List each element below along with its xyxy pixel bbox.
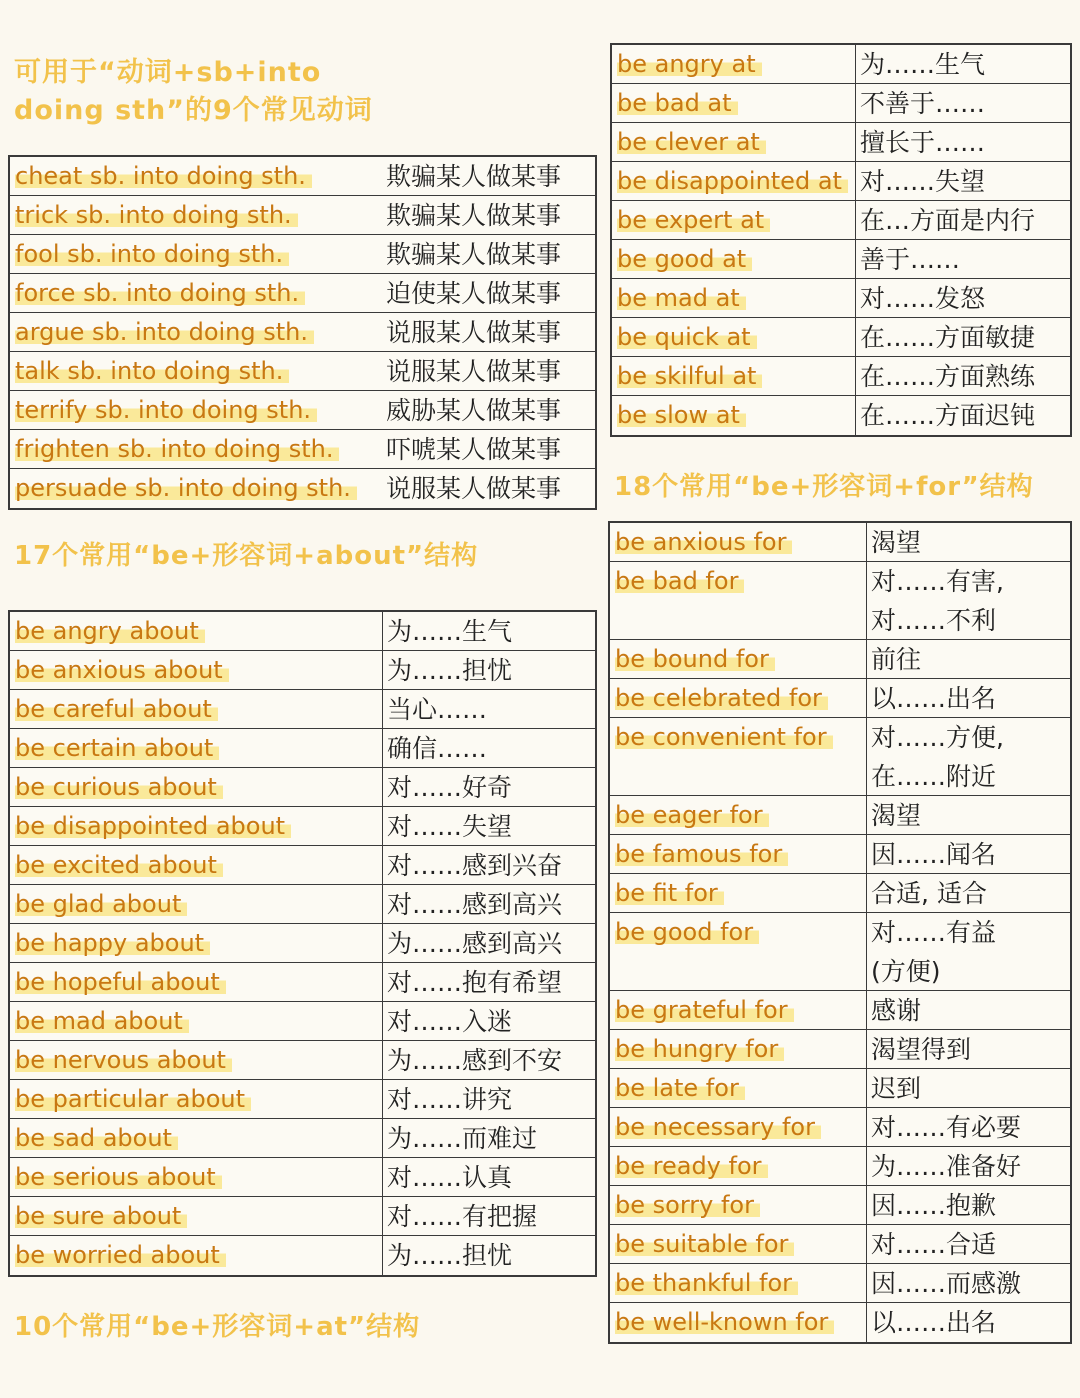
highlighted-phrase-text: be famous for [615,840,788,868]
chinese-meaning-line: 对……有害, [871,567,1004,596]
english-phrase [610,796,866,834]
highlighted-phrase-text: argue sb. into doing sth. [15,318,314,346]
chinese-meaning-line: 感谢 [871,996,922,1025]
chinese-meaning [866,1030,1070,1068]
table-row-be-bad-for [610,562,1070,640]
english-phrase [610,523,866,561]
english-phrase [610,913,866,990]
chinese-meaning [382,963,595,1001]
highlighted-phrase-text: be fit for [615,879,724,907]
heading-for-adjectives: 18个常用“be+形容词+for”结构 [614,472,1034,502]
table-row-trick-sb-into-doing-sth [10,196,595,235]
chinese-meaning-line: 在……方面迟钝 [860,401,1036,430]
table-row-be-serious-about [10,1158,595,1197]
english-phrase [612,240,855,278]
table-row-be-eager-for [610,796,1070,835]
chinese-meaning [866,1147,1070,1185]
highlighted-phrase-text: be certain about [15,734,219,762]
english-phrase [612,84,855,122]
english-phrase [10,196,382,234]
table-row-persuade-sb-into-doing-sth [10,469,595,508]
english-phrase [612,357,855,395]
table-row-be-good-for [610,913,1070,991]
highlighted-phrase-text: talk sb. into doing sth. [15,357,289,385]
english-phrase [10,651,382,689]
table-row-be-clever-at [612,123,1070,162]
highlighted-phrase-text: be sad about [15,1124,178,1152]
english-phrase [10,391,382,429]
chinese-meaning-line: 对……失望 [387,812,513,841]
table-row-argue-sb-into-doing-sth [10,313,595,352]
chinese-meaning [382,196,595,234]
highlighted-phrase-text: be disappointed at [617,167,848,195]
english-phrase [610,562,866,639]
chinese-meaning [866,835,1070,873]
chinese-meaning-line: 为……准备好 [871,1152,1022,1181]
chinese-meaning-line: 善于…… [860,245,961,274]
highlighted-phrase-text: be necessary for [615,1113,821,1141]
chinese-meaning [382,885,595,923]
english-phrase [610,874,866,912]
chinese-meaning-line: 对……感到高兴 [387,890,563,919]
table-row-be-anxious-about [10,651,595,690]
english-phrase [10,612,382,650]
highlighted-phrase-text: be quick at [617,323,757,351]
chinese-meaning-line: 前往 [871,645,922,674]
table-row-be-glad-about [10,885,595,924]
english-phrase [10,157,382,195]
highlighted-phrase-text: be happy about [15,929,210,957]
chinese-meaning [382,391,595,429]
heading-at-adjectives: 10个常用“be+形容词+at”结构 [14,1312,421,1342]
table-row-be-mad-about [10,1002,595,1041]
highlighted-phrase-text: be grateful for [615,996,794,1024]
chinese-meaning [382,690,595,728]
chinese-meaning [382,469,595,508]
table-row-be-grateful-for [610,991,1070,1030]
chinese-meaning [382,1119,595,1157]
chinese-meaning [855,201,1070,239]
chinese-meaning-line: 迫使某人做某事 [386,279,562,308]
highlighted-phrase-text: be mad about [15,1007,189,1035]
highlighted-phrase-text: be hungry for [615,1035,784,1063]
highlighted-phrase-text: be particular about [15,1085,251,1113]
chinese-meaning-line-2: 在……附近 [871,762,997,791]
chinese-meaning [382,1197,595,1235]
english-phrase [612,123,855,161]
table-row-fool-sb-into-doing-sth [10,235,595,274]
table-row-be-convenient-for [610,718,1070,796]
chinese-meaning-line: 对……发怒 [860,284,986,313]
english-phrase [10,352,382,390]
english-phrase [610,1225,866,1263]
chinese-meaning [382,846,595,884]
chinese-meaning [866,1303,1070,1342]
english-phrase [10,1002,382,1040]
table-row-be-happy-about [10,924,595,963]
highlighted-phrase-text: be angry at [617,50,762,78]
english-phrase [10,885,382,923]
chinese-meaning-line: 说服某人做某事 [386,474,562,503]
chinese-meaning-line: 欺骗某人做某事 [386,240,562,269]
chinese-meaning-line: 欺骗某人做某事 [386,162,562,191]
highlighted-phrase-text: cheat sb. into doing sth. [15,162,312,190]
chinese-meaning [382,807,595,845]
highlighted-phrase-text: be good for [615,918,759,946]
chinese-meaning [382,651,595,689]
english-phrase [10,469,382,508]
highlighted-phrase-text: be thankful for [615,1269,798,1297]
chinese-meaning [855,240,1070,278]
chinese-meaning-line: 当心…… [387,695,488,724]
english-phrase [10,768,382,806]
english-phrase [10,235,382,273]
table-row-talk-sb-into-doing-sth [10,352,595,391]
chinese-meaning-line: 对……感到兴奋 [387,851,563,880]
chinese-meaning [382,612,595,650]
chinese-meaning [866,874,1070,912]
heading-into-verbs: 可用于“动词+sb+into doing sth”的9个常见动词 [14,57,373,126]
chinese-meaning-line: 为……生气 [387,617,513,646]
highlighted-phrase-text: be anxious for [615,528,792,556]
table-row-be-suitable-for [610,1225,1070,1264]
table-row-be-certain-about [10,729,595,768]
chinese-meaning [382,1158,595,1196]
chinese-meaning [866,679,1070,717]
chinese-meaning-line: 对……认真 [387,1163,513,1192]
chinese-meaning [382,352,595,390]
chinese-meaning [866,1069,1070,1107]
chinese-meaning-line: 为……而难过 [387,1124,538,1153]
chinese-meaning-line: 威胁某人做某事 [386,396,562,425]
chinese-meaning-line: 说服某人做某事 [386,318,562,347]
chinese-meaning-line: 为……感到不安 [387,1046,563,1075]
chinese-meaning [382,768,595,806]
highlighted-phrase-text: be excited about [15,851,223,879]
english-phrase [610,679,866,717]
highlighted-phrase-text: be hopeful about [15,968,226,996]
table-row-be-curious-about [10,768,595,807]
chinese-meaning-line: 在……方面熟练 [860,362,1036,391]
chinese-meaning-line: 为……担忧 [387,656,513,685]
table-row-be-good-at [612,240,1070,279]
chinese-meaning [382,1080,595,1118]
english-phrase [612,279,855,317]
english-phrase [612,45,855,83]
chinese-meaning [382,313,595,351]
english-phrase [10,963,382,1001]
chinese-meaning-line: 欺骗某人做某事 [386,201,562,230]
chinese-meaning [866,1108,1070,1146]
chinese-meaning [855,357,1070,395]
chinese-meaning [866,991,1070,1029]
chinese-meaning-line: 因……而感激 [871,1269,1022,1298]
chinese-meaning-line: 以……出名 [871,1308,997,1337]
chinese-meaning [855,123,1070,161]
chinese-meaning [855,162,1070,200]
table-row-be-sad-about [10,1119,595,1158]
chinese-meaning-line: 因……抱歉 [871,1191,997,1220]
chinese-meaning [382,157,595,195]
chinese-meaning-line: 为……感到高兴 [387,929,563,958]
table-row-be-hopeful-about [10,963,595,1002]
table-row-be-excited-about [10,846,595,885]
table-row-terrify-sb-into-doing-sth [10,391,595,430]
for-adjectives-table [608,521,1072,1344]
highlighted-phrase-text: be good at [617,245,752,273]
at-adjectives-table [610,43,1072,437]
table-row-be-celebrated-for [610,679,1070,718]
chinese-meaning-line: 为……担忧 [387,1241,513,1270]
highlighted-phrase-text: be sorry for [615,1191,760,1219]
table-row-be-late-for [610,1069,1070,1108]
highlighted-phrase-text: fool sb. into doing sth. [15,240,289,268]
highlighted-phrase-text: be bound for [615,645,775,673]
chinese-meaning-line: 渴望得到 [871,1035,972,1064]
chinese-meaning [866,562,1070,639]
english-phrase [10,1236,382,1275]
table-row-be-disappointed-at [612,162,1070,201]
chinese-meaning [866,796,1070,834]
chinese-meaning-line: 对……有必要 [871,1113,1022,1142]
table-row-be-bad-at [612,84,1070,123]
highlighted-phrase-text: be skilful at [617,362,762,390]
table-row-be-fit-for [610,874,1070,913]
table-row-be-sure-about [10,1197,595,1236]
chinese-meaning [866,640,1070,678]
table-row-be-bound-for [610,640,1070,679]
chinese-meaning [382,274,595,312]
english-phrase [610,1147,866,1185]
chinese-meaning-line: 擅长于…… [860,128,986,157]
chinese-meaning-line: 在……方面敏捷 [860,323,1036,352]
chinese-meaning-line-2: 对……不利 [871,606,997,635]
highlighted-phrase-text: be ready for [615,1152,768,1180]
table-row-be-disappointed-about [10,807,595,846]
highlighted-phrase-text: be slow at [617,401,746,429]
chinese-meaning-line: 对……好奇 [387,773,513,802]
highlighted-phrase-text: be bad at [617,89,738,117]
table-row-be-worried-about [10,1236,595,1275]
chinese-meaning-line: 因……闻名 [871,840,997,869]
english-phrase [610,1030,866,1068]
chinese-meaning-line: 对……抱有希望 [387,968,563,997]
english-phrase [610,718,866,795]
highlighted-phrase-text: be expert at [617,206,770,234]
highlighted-phrase-text: be clever at [617,128,766,156]
highlighted-phrase-text: be angry about [15,617,205,645]
chinese-meaning-line: 不善于…… [860,89,986,118]
english-phrase [610,1303,866,1342]
highlighted-phrase-text: be serious about [15,1163,222,1191]
english-phrase [612,162,855,200]
chinese-meaning [855,318,1070,356]
table-row-be-angry-at [612,45,1070,84]
english-phrase [10,274,382,312]
english-phrase [10,1119,382,1157]
table-row-be-thankful-for [610,1264,1070,1303]
english-phrase [10,1197,382,1235]
english-phrase [10,1080,382,1118]
english-phrase [10,924,382,962]
into-verbs-table [8,155,597,510]
highlighted-phrase-text: be anxious about [15,656,229,684]
table-row-be-expert-at [612,201,1070,240]
highlighted-phrase-text: be sure about [15,1202,187,1230]
chinese-meaning [866,1264,1070,1302]
highlighted-phrase-text: be disappointed about [15,812,291,840]
chinese-meaning-line: 对……合适 [871,1230,997,1259]
english-phrase [10,807,382,845]
english-phrase [612,318,855,356]
table-row-be-skilful-at [612,357,1070,396]
chinese-meaning-line: 在…方面是内行 [860,206,1036,235]
highlighted-phrase-text: be well-known for [615,1308,834,1336]
chinese-meaning [855,84,1070,122]
highlighted-phrase-text: be nervous about [15,1046,232,1074]
chinese-meaning [866,523,1070,561]
chinese-meaning-line: 对……方便, [871,723,1004,752]
chinese-meaning [855,396,1070,435]
heading-about-adjectives: 17个常用“be+形容词+about”结构 [14,541,479,571]
table-row-be-mad-at [612,279,1070,318]
chinese-meaning [382,1041,595,1079]
chinese-meaning [382,1002,595,1040]
highlighted-phrase-text: be glad about [15,890,187,918]
chinese-meaning-line: 对……有益 [871,918,997,947]
chinese-meaning-line: 以……出名 [871,684,997,713]
table-row-be-particular-about [10,1080,595,1119]
english-phrase [610,1186,866,1224]
chinese-meaning-line: 对……入迷 [387,1007,513,1036]
about-adjectives-table [8,610,597,1277]
highlighted-phrase-text: terrify sb. into doing sth. [15,396,317,424]
highlighted-phrase-text: be late for [615,1074,745,1102]
table-row-be-angry-about [10,612,595,651]
english-phrase [10,846,382,884]
highlighted-phrase-text: be convenient for [615,723,833,751]
highlighted-phrase-text: be mad at [617,284,746,312]
table-row-be-sorry-for [610,1186,1070,1225]
english-phrase [610,835,866,873]
table-row-be-nervous-about [10,1041,595,1080]
english-phrase [612,396,855,435]
highlighted-phrase-text: persuade sb. into doing sth. [15,474,357,502]
chinese-meaning-line: 对……失望 [860,167,986,196]
table-row-be-slow-at [612,396,1070,435]
chinese-meaning [382,1236,595,1275]
chinese-meaning [855,45,1070,83]
table-row-cheat-sb-into-doing-sth [10,157,595,196]
chinese-meaning-line: 吓唬某人做某事 [386,435,562,464]
highlighted-phrase-text: be careful about [15,695,218,723]
table-row-be-anxious-for [610,523,1070,562]
chinese-meaning-line: 说服某人做某事 [386,357,562,386]
english-phrase [10,1158,382,1196]
table-row-be-hungry-for [610,1030,1070,1069]
english-phrase [612,201,855,239]
table-row-be-famous-for [610,835,1070,874]
chinese-meaning [866,1186,1070,1224]
chinese-meaning [382,729,595,767]
chinese-meaning-line: 对……有把握 [387,1202,538,1231]
english-phrase [610,1069,866,1107]
chinese-meaning-line: 对……讲究 [387,1085,513,1114]
chinese-meaning-line: 迟到 [871,1074,922,1103]
chinese-meaning-line: 确信…… [387,734,488,763]
table-row-force-sb-into-doing-sth [10,274,595,313]
highlighted-phrase-text: frighten sb. into doing sth. [15,435,339,463]
table-row-be-careful-about [10,690,595,729]
chinese-meaning [866,1225,1070,1263]
chinese-meaning [382,430,595,468]
table-row-be-well-known-for [610,1303,1070,1342]
chinese-meaning-line: 为……生气 [860,50,986,79]
english-phrase [610,1108,866,1146]
chinese-meaning [382,235,595,273]
chinese-meaning [855,279,1070,317]
highlighted-phrase-text: be bad for [615,567,744,595]
highlighted-phrase-text: be suitable for [615,1230,794,1258]
english-phrase [10,313,382,351]
english-phrase [10,729,382,767]
chinese-meaning-line: 渴望 [871,528,922,557]
chinese-meaning-line: 合适, 适合 [871,879,987,908]
highlighted-phrase-text: trick sb. into doing sth. [15,201,298,229]
highlighted-phrase-text: be curious about [15,773,223,801]
table-row-be-necessary-for [610,1108,1070,1147]
highlighted-phrase-text: be celebrated for [615,684,828,712]
english-phrase [610,1264,866,1302]
chinese-meaning [866,718,1070,795]
table-row-be-quick-at [612,318,1070,357]
english-phrase [10,430,382,468]
chinese-meaning-line-2: (方便) [871,957,941,986]
chinese-meaning [866,913,1070,990]
chinese-meaning-line: 渴望 [871,801,922,830]
highlighted-phrase-text: be worried about [15,1241,226,1269]
table-row-be-ready-for [610,1147,1070,1186]
highlighted-phrase-text: force sb. into doing sth. [15,279,305,307]
highlighted-phrase-text: be eager for [615,801,769,829]
chinese-meaning [382,924,595,962]
english-phrase [610,640,866,678]
english-phrase [10,690,382,728]
table-row-frighten-sb-into-doing-sth [10,430,595,469]
english-phrase [10,1041,382,1079]
english-phrase [610,991,866,1029]
